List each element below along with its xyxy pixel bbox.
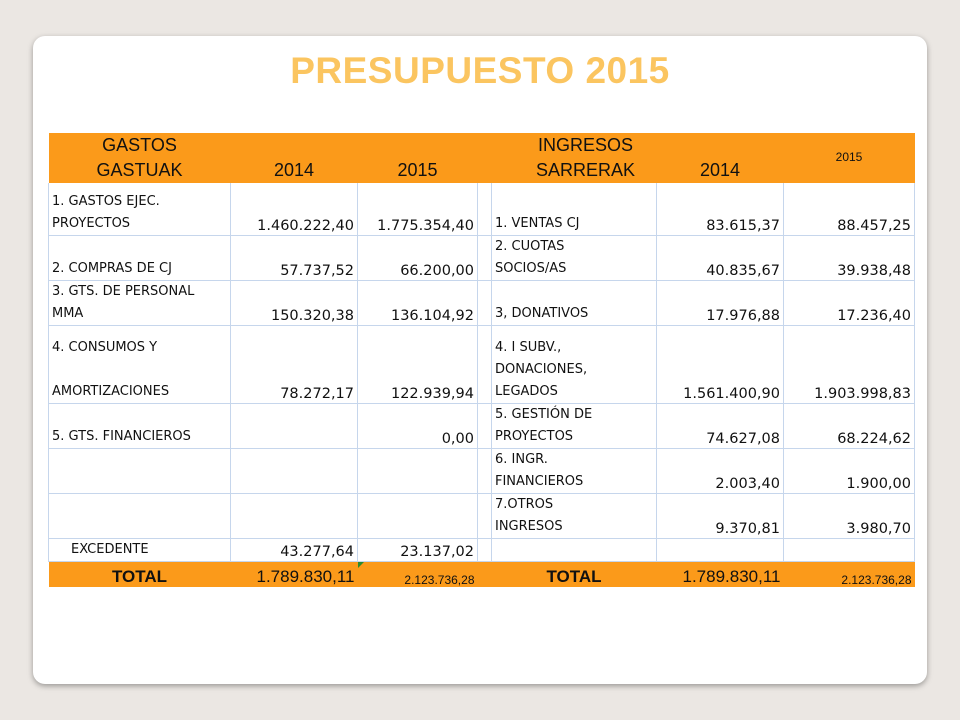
excedente-empty-3 — [784, 538, 915, 561]
ingresos-label-line: SOCIOS/AS — [495, 260, 567, 276]
ingresos-label-line: 2. CUOTAS — [495, 238, 565, 254]
ingresos-label — [492, 280, 657, 325]
ingresos-label-line: 5. GESTIÓN DE — [495, 406, 593, 422]
total-gastos-2015 — [358, 561, 478, 587]
excedente-row — [49, 538, 915, 561]
ingresos-label-line: 4. I SUBV., — [495, 339, 562, 355]
ingresos-2015: 1.900,00 — [784, 448, 915, 493]
ingresos-label — [492, 493, 657, 538]
header-gastos-2014: 2014 — [231, 133, 358, 183]
total-gastos-2015-value: 2.123.736,28 — [404, 573, 475, 587]
gastos-2015: 66.200,00 — [358, 235, 478, 280]
gastos-label-line: PROYECTOS — [52, 215, 131, 231]
ingresos-2015: 17.236,40 — [784, 280, 915, 325]
ingresos-2014: 1.561.400,90 — [657, 325, 784, 403]
excedente-2015: 23.137,02 — [358, 538, 478, 561]
gastos-label-line — [52, 516, 227, 538]
ingresos-label — [492, 403, 657, 448]
column-gap — [478, 183, 492, 235]
ingresos-label — [492, 183, 657, 235]
header-ingresos — [478, 133, 657, 183]
ingresos-label-line: DONACIONES, — [495, 361, 588, 377]
ingresos-label-line: 7.OTROS — [495, 496, 554, 512]
ingresos-label-line: INGRESOS — [495, 518, 563, 534]
excedente-gap — [478, 538, 492, 561]
gastos-2015 — [358, 493, 478, 538]
ingresos-2015: 39.938,48 — [784, 235, 915, 280]
total-ingresos-label: TOTAL — [492, 561, 657, 587]
ingresos-label-line: 1. VENTAS CJ — [495, 215, 580, 231]
gastos-2014: 78.272,17 — [231, 325, 358, 403]
totals-row — [49, 561, 915, 587]
gastos-2015 — [358, 448, 478, 493]
table-row — [49, 280, 915, 325]
page-title: PRESUPUESTO 2015 — [290, 50, 670, 91]
excedente-empty-2 — [657, 538, 784, 561]
gastos-2014 — [231, 493, 358, 538]
ingresos-label — [492, 325, 657, 403]
column-gap — [478, 403, 492, 448]
ingresos-label — [492, 235, 657, 280]
ingresos-2014: 9.370,81 — [657, 493, 784, 538]
header-gastos-line1: GASTOS — [102, 135, 177, 155]
table-row — [49, 325, 915, 403]
gastos-2015: 1.775.354,40 — [358, 183, 478, 235]
gastos-label — [49, 280, 231, 325]
gastos-label — [49, 448, 231, 493]
ingresos-2014: 17.976,88 — [657, 280, 784, 325]
gastos-label-line: AMORTIZACIONES — [52, 383, 170, 399]
header-gastos-line2: GASTUAK — [96, 160, 183, 180]
gastos-2014: 1.460.222,40 — [231, 183, 358, 235]
table-row — [49, 403, 915, 448]
ingresos-2015: 68.224,62 — [784, 403, 915, 448]
column-gap — [478, 280, 492, 325]
header-ingresos-line2: SARRERAK — [535, 160, 636, 180]
table-row — [49, 183, 915, 235]
gastos-2014: 57.737,52 — [231, 235, 358, 280]
ingresos-label-line: 3, DONATIVOS — [495, 305, 589, 321]
ingresos-label-line: 6. INGR. — [495, 451, 548, 467]
column-gap — [478, 448, 492, 493]
gastos-label — [49, 325, 231, 403]
gastos-2015: 122.939,94 — [358, 325, 478, 403]
gastos-label-line — [52, 471, 227, 493]
ingresos-2015: 3.980,70 — [784, 493, 915, 538]
ingresos-2015: 88.457,25 — [784, 183, 915, 235]
ingresos-2014: 40.835,67 — [657, 235, 784, 280]
total-ingresos-2015: 2.123.736,28 — [784, 561, 915, 587]
excedente-2014: 43.277,64 — [231, 538, 358, 561]
table-row — [49, 448, 915, 493]
ingresos-label-line: FINANCIEROS — [495, 473, 584, 489]
ingresos-label-line: PROYECTOS — [495, 428, 574, 444]
header-ingresos-2015: 2015 — [784, 133, 915, 183]
gastos-2015: 0,00 — [358, 403, 478, 448]
gastos-label-line: 1. GASTOS EJEC. — [52, 193, 160, 209]
gastos-2014 — [231, 403, 358, 448]
gastos-label-line: 5. GTS. FINANCIEROS — [52, 428, 191, 444]
gastos-label-line: 4. CONSUMOS Y — [52, 339, 158, 355]
gastos-label — [49, 183, 231, 235]
ingresos-2015: 1.903.998,83 — [784, 325, 915, 403]
total-ingresos-2014: 1.789.830,11 — [657, 561, 784, 587]
budget-table — [48, 133, 915, 587]
gastos-label-line: MMA — [52, 305, 84, 321]
column-gap — [478, 493, 492, 538]
ingresos-2014: 2.003,40 — [657, 448, 784, 493]
ingresos-label-line: LEGADOS — [495, 383, 558, 399]
ingresos-label — [492, 448, 657, 493]
header-ingresos-line1: INGRESOS — [537, 135, 634, 155]
ingresos-2014: 74.627,08 — [657, 403, 784, 448]
total-gastos-2014: 1.789.830,11 — [231, 561, 358, 587]
cell-comment-marker — [358, 562, 364, 568]
ingresos-2014: 83.615,37 — [657, 183, 784, 235]
gastos-2015: 136.104,92 — [358, 280, 478, 325]
gastos-label — [49, 493, 231, 538]
gastos-label — [49, 403, 231, 448]
table-row — [49, 235, 915, 280]
total-gap — [478, 561, 492, 587]
excedente-label: EXCEDENTE — [49, 538, 231, 561]
header-gastos-2015: 2015 — [358, 133, 478, 183]
column-gap — [478, 325, 492, 403]
gastos-label-line — [52, 359, 227, 381]
table-row — [49, 493, 915, 538]
gastos-2014: 150.320,38 — [231, 280, 358, 325]
gastos-2014 — [231, 448, 358, 493]
gastos-label-line: 2. COMPRAS DE CJ — [52, 260, 172, 276]
header-ingresos-2014: 2014 — [657, 133, 784, 183]
excedente-empty-1 — [492, 538, 657, 561]
gastos-label — [49, 235, 231, 280]
gastos-label-line: 3. GTS. DE PERSONAL — [52, 283, 195, 299]
slide — [33, 36, 927, 684]
header-gastos — [49, 133, 231, 183]
table-header-row — [49, 133, 915, 183]
column-gap — [478, 235, 492, 280]
total-gastos-label: TOTAL — [49, 561, 231, 587]
